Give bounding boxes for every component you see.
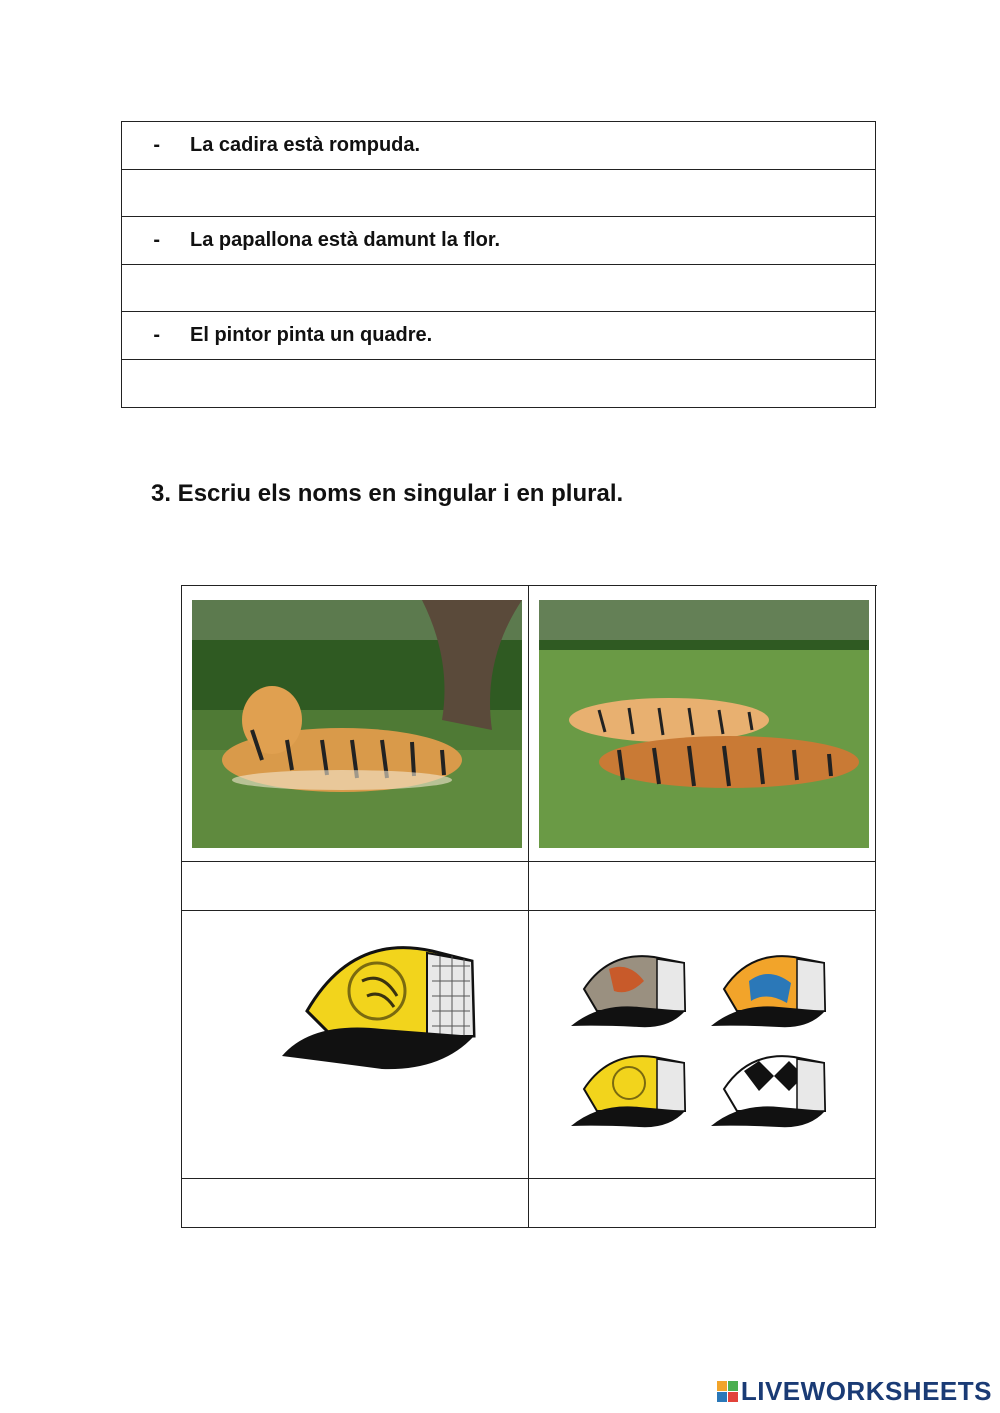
tigers-plural-cell bbox=[529, 586, 876, 862]
answer-cell-plural[interactable] bbox=[529, 1179, 876, 1228]
yellow-cap bbox=[182, 911, 529, 1179]
tiger-singular-cell bbox=[182, 586, 529, 862]
answer-cell-singular[interactable] bbox=[182, 1179, 529, 1228]
sentence-row bbox=[122, 122, 875, 170]
tiger-photo bbox=[192, 600, 522, 848]
bullet-dash: - bbox=[153, 134, 160, 156]
answer-line[interactable] bbox=[122, 170, 875, 217]
sentence-text: La cadira està rompuda. bbox=[190, 134, 421, 156]
answer-cell-plural[interactable] bbox=[529, 862, 876, 911]
exercise-heading: 3. Escriu els noms en singular i en plural. bbox=[151, 480, 624, 507]
logo-text: LIVEWORKSHEETS bbox=[740, 1376, 992, 1406]
cap-singular-cell bbox=[182, 911, 529, 1179]
logo-mark-icon bbox=[717, 1381, 738, 1402]
liveworksheets-logo bbox=[717, 1376, 992, 1407]
bullet-dash: - bbox=[153, 324, 160, 346]
sentence-table bbox=[121, 121, 876, 408]
sentence-row bbox=[122, 312, 875, 360]
sentence-row bbox=[122, 217, 875, 265]
caps-plural-cell bbox=[529, 911, 876, 1179]
two-tigers-photo bbox=[539, 600, 869, 848]
answer-line[interactable] bbox=[122, 265, 875, 312]
sentence-text: El pintor pinta un quadre. bbox=[190, 324, 433, 346]
picture-grid bbox=[181, 585, 877, 1228]
answer-cell-singular[interactable] bbox=[182, 862, 529, 911]
four-caps bbox=[529, 911, 876, 1179]
bullet-dash: - bbox=[153, 229, 160, 251]
answer-line[interactable] bbox=[122, 360, 875, 407]
sentence-text: La papallona està damunt la flor. bbox=[190, 229, 501, 251]
